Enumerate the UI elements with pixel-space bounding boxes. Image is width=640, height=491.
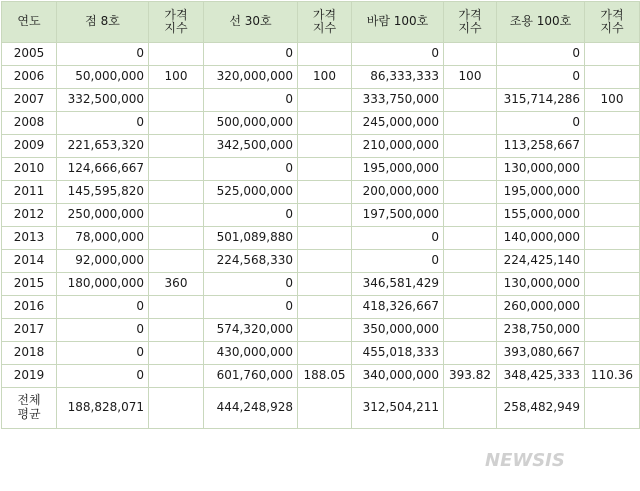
- price-index-3: [444, 204, 497, 227]
- price-index-2: [298, 296, 352, 319]
- table-row: [2, 342, 640, 365]
- price-index-2: [298, 227, 352, 250]
- year-cell: 2012: [2, 204, 57, 227]
- baram100-value: 0: [352, 43, 444, 66]
- baram100-value: 340,000,000: [352, 365, 444, 388]
- price-index-2: [298, 181, 352, 204]
- price-index-2: [298, 43, 352, 66]
- header-price-index-1: 가격 지수: [149, 2, 204, 43]
- price-index-3: [444, 89, 497, 112]
- table-row: [2, 112, 640, 135]
- price-index-1: [149, 158, 204, 181]
- baram100-value: 418,326,667: [352, 296, 444, 319]
- jeom8-value: 221,653,320: [57, 135, 149, 158]
- price-index-1: [149, 250, 204, 273]
- table-row: [2, 204, 640, 227]
- joyong100-value: 258,482,949: [497, 388, 585, 429]
- jeom8-value: 145,595,820: [57, 181, 149, 204]
- year-cell: 2019: [2, 365, 57, 388]
- table-row: [2, 365, 640, 388]
- table-row: [2, 89, 640, 112]
- price-index-3: [444, 342, 497, 365]
- price-index-2: [298, 135, 352, 158]
- price-index-4: 110.36: [585, 365, 640, 388]
- seon30-value: 320,000,000: [204, 66, 298, 89]
- price-index-1: [149, 388, 204, 429]
- baram100-value: 346,581,429: [352, 273, 444, 296]
- price-index-2: [298, 112, 352, 135]
- seon30-value: 0: [204, 43, 298, 66]
- price-index-2: [298, 158, 352, 181]
- baram100-value: 333,750,000: [352, 89, 444, 112]
- price-index-3: [444, 388, 497, 429]
- price-index-4: [585, 388, 640, 429]
- joyong100-value: 0: [497, 112, 585, 135]
- price-index-3: [444, 135, 497, 158]
- price-index-1: [149, 342, 204, 365]
- year-cell: 2006: [2, 66, 57, 89]
- seon30-value: 0: [204, 296, 298, 319]
- table-row: [2, 227, 640, 250]
- joyong100-value: 238,750,000: [497, 319, 585, 342]
- joyong100-value: 130,000,000: [497, 158, 585, 181]
- average-row: [2, 388, 640, 429]
- joyong100-value: 195,000,000: [497, 181, 585, 204]
- jeom8-value: 78,000,000: [57, 227, 149, 250]
- year-cell: 2008: [2, 112, 57, 135]
- table-header: [2, 2, 640, 43]
- joyong100-value: 140,000,000: [497, 227, 585, 250]
- joyong100-value: 315,714,286: [497, 89, 585, 112]
- jeom8-value: 124,666,667: [57, 158, 149, 181]
- seon30-value: 0: [204, 158, 298, 181]
- table-row: [2, 273, 640, 296]
- price-index-3: 393.82: [444, 365, 497, 388]
- joyong100-value: 224,425,140: [497, 250, 585, 273]
- price-index-1: [149, 227, 204, 250]
- jeom8-value: 188,828,071: [57, 388, 149, 429]
- jeom8-value: 92,000,000: [57, 250, 149, 273]
- baram100-value: 210,000,000: [352, 135, 444, 158]
- price-index-4: 100: [585, 89, 640, 112]
- seon30-value: 224,568,330: [204, 250, 298, 273]
- seon30-value: 601,760,000: [204, 365, 298, 388]
- price-index-1: 100: [149, 66, 204, 89]
- price-index-4: [585, 296, 640, 319]
- jeom8-value: 50,000,000: [57, 66, 149, 89]
- price-index-1: 360: [149, 273, 204, 296]
- joyong100-value: 260,000,000: [497, 296, 585, 319]
- price-index-3: [444, 296, 497, 319]
- seon30-value: 500,000,000: [204, 112, 298, 135]
- table-row: [2, 66, 640, 89]
- watermark-logo: NEWSIS: [485, 450, 565, 471]
- joyong100-value: 348,425,333: [497, 365, 585, 388]
- table-row: [2, 319, 640, 342]
- price-index-4: [585, 66, 640, 89]
- seon30-value: 444,248,928: [204, 388, 298, 429]
- header-price-index-3: 가격 지수: [444, 2, 497, 43]
- price-index-1: [149, 319, 204, 342]
- year-cell: 2018: [2, 342, 57, 365]
- seon30-value: 0: [204, 273, 298, 296]
- seon30-value: 501,089,880: [204, 227, 298, 250]
- jeom8-value: 180,000,000: [57, 273, 149, 296]
- price-index-2: 100: [298, 66, 352, 89]
- table-row: [2, 296, 640, 319]
- header-year: 연도: [2, 2, 57, 43]
- price-index-1: [149, 296, 204, 319]
- price-table: [1, 1, 640, 429]
- year-cell: 2007: [2, 89, 57, 112]
- price-index-3: [444, 273, 497, 296]
- price-index-4: [585, 319, 640, 342]
- baram100-value: 197,500,000: [352, 204, 444, 227]
- jeom8-value: 0: [57, 43, 149, 66]
- header-price-index-4: 가격 지수: [585, 2, 640, 43]
- price-index-4: [585, 342, 640, 365]
- jeom8-value: 0: [57, 112, 149, 135]
- price-index-3: [444, 43, 497, 66]
- price-index-2: [298, 273, 352, 296]
- joyong100-value: 393,080,667: [497, 342, 585, 365]
- price-index-2: [298, 204, 352, 227]
- price-index-3: [444, 250, 497, 273]
- joyong100-value: 0: [497, 66, 585, 89]
- price-index-2: [298, 319, 352, 342]
- table-row: [2, 250, 640, 273]
- header-baram100: 바람 100호: [352, 2, 444, 43]
- baram100-value: 245,000,000: [352, 112, 444, 135]
- seon30-value: 342,500,000: [204, 135, 298, 158]
- price-index-4: [585, 273, 640, 296]
- table-row: [2, 181, 640, 204]
- year-cell: 2005: [2, 43, 57, 66]
- price-index-4: [585, 250, 640, 273]
- jeom8-value: 0: [57, 342, 149, 365]
- jeom8-value: 0: [57, 365, 149, 388]
- year-cell: 2014: [2, 250, 57, 273]
- header-row: [2, 2, 640, 43]
- price-index-1: [149, 365, 204, 388]
- price-index-1: [149, 135, 204, 158]
- price-index-1: [149, 43, 204, 66]
- price-index-3: [444, 158, 497, 181]
- joyong100-value: 155,000,000: [497, 204, 585, 227]
- baram100-value: 195,000,000: [352, 158, 444, 181]
- price-index-4: [585, 227, 640, 250]
- price-index-4: [585, 158, 640, 181]
- baram100-value: 200,000,000: [352, 181, 444, 204]
- header-joyong100: 조용 100호: [497, 2, 585, 43]
- joyong100-value: 130,000,000: [497, 273, 585, 296]
- seon30-value: 574,320,000: [204, 319, 298, 342]
- price-index-4: [585, 112, 640, 135]
- price-index-4: [585, 181, 640, 204]
- year-cell: 전체 평균: [2, 388, 57, 429]
- price-index-3: [444, 181, 497, 204]
- seon30-value: 0: [204, 204, 298, 227]
- baram100-value: 86,333,333: [352, 66, 444, 89]
- jeom8-value: 250,000,000: [57, 204, 149, 227]
- year-cell: 2013: [2, 227, 57, 250]
- price-index-1: [149, 181, 204, 204]
- header-seon30: 선 30호: [204, 2, 298, 43]
- price-index-3: [444, 112, 497, 135]
- seon30-value: 0: [204, 89, 298, 112]
- year-cell: 2011: [2, 181, 57, 204]
- price-index-3: 100: [444, 66, 497, 89]
- price-index-4: [585, 43, 640, 66]
- jeom8-value: 0: [57, 319, 149, 342]
- price-index-2: 188.05: [298, 365, 352, 388]
- price-index-3: [444, 227, 497, 250]
- joyong100-value: 0: [497, 43, 585, 66]
- jeom8-value: 332,500,000: [57, 89, 149, 112]
- year-cell: 2009: [2, 135, 57, 158]
- table-row: [2, 158, 640, 181]
- seon30-value: 430,000,000: [204, 342, 298, 365]
- year-cell: 2010: [2, 158, 57, 181]
- seon30-value: 525,000,000: [204, 181, 298, 204]
- price-index-3: [444, 319, 497, 342]
- price-index-2: [298, 89, 352, 112]
- price-index-4: [585, 135, 640, 158]
- price-index-1: [149, 204, 204, 227]
- header-jeom8: 점 8호: [57, 2, 149, 43]
- joyong100-value: 113,258,667: [497, 135, 585, 158]
- year-cell: 2017: [2, 319, 57, 342]
- year-cell: 2016: [2, 296, 57, 319]
- price-index-2: [298, 250, 352, 273]
- baram100-value: 0: [352, 227, 444, 250]
- baram100-value: 312,504,211: [352, 388, 444, 429]
- price-index-4: [585, 204, 640, 227]
- jeom8-value: 0: [57, 296, 149, 319]
- table-row: [2, 135, 640, 158]
- header-price-index-2: 가격 지수: [298, 2, 352, 43]
- table-body: [2, 43, 640, 429]
- baram100-value: 350,000,000: [352, 319, 444, 342]
- price-index-2: [298, 342, 352, 365]
- table-row: [2, 43, 640, 66]
- price-index-2: [298, 388, 352, 429]
- baram100-value: 455,018,333: [352, 342, 444, 365]
- price-index-1: [149, 89, 204, 112]
- price-index-1: [149, 112, 204, 135]
- year-cell: 2015: [2, 273, 57, 296]
- baram100-value: 0: [352, 250, 444, 273]
